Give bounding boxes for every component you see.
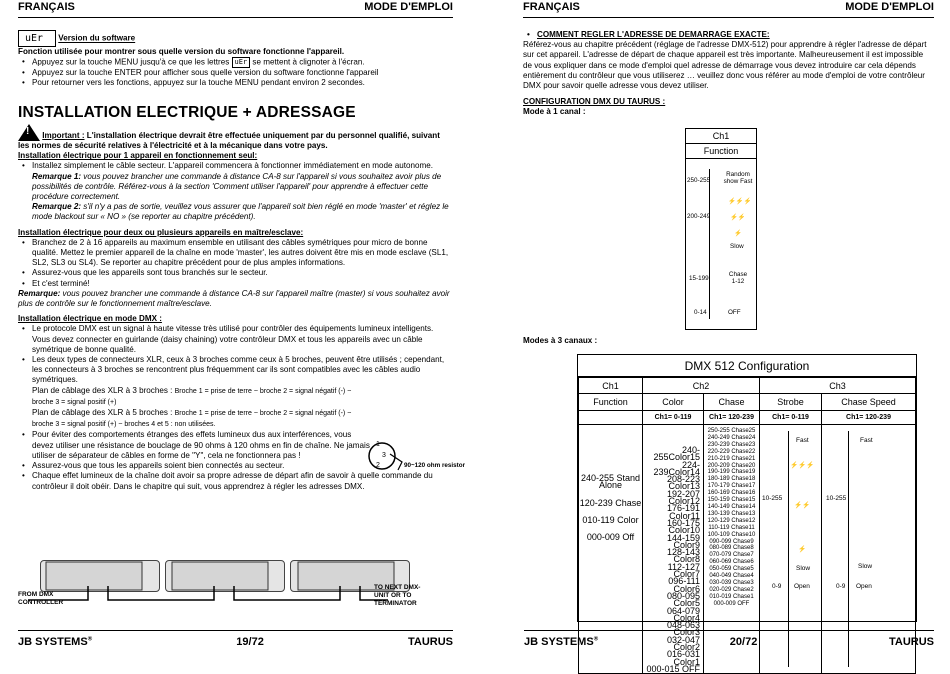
list-item: 064-079 Color4: [666, 605, 700, 623]
footer-model: TAURUS: [888, 636, 934, 648]
config-title: CONFIGURATION DMX DU TAURUS :: [523, 97, 666, 107]
subheading-dmx: Installation électrique en mode DMX :: [18, 314, 162, 324]
pin-label: 2: [376, 462, 380, 469]
range: 200-249: [687, 213, 711, 220]
range: 15-199: [689, 275, 709, 282]
xlr-connector-diagram: [368, 434, 458, 482]
subheading-single: Installation électrique pour 1 appareil en fonctionnement seul:: [18, 151, 258, 161]
version-section: [18, 30, 453, 89]
list-item: 112-127 Color7: [667, 561, 700, 580]
list-item: 144-159 Color9: [666, 532, 700, 550]
ch-header: Ch2: [643, 378, 760, 394]
dmx-config-table: DMX 512 Configuration Ch1 Ch2 Ch3 Function Color Chase Strobe Chase Speed Ch1= 0-119 Ch1= 120-239 Ch1= 0-119 Ch1= 120-239 240-255 Stand Alone 120-239 Chase 010-119 Color 000-009 Off 240-255Color15 224-239Color14 208-223 Color13 192-207 Color12 176-191 Color11 160-175 Color10 144-159 Color9 128-143 Color8 112-127 Color7 096-111 Color6 080-095 Color5 064-079 Color4 048-063 Color3 032-047 Color2 016-031 Color1 000-015 OFF 250-255 Chase25 240-249 Chase24 230-239 Chase23 220-229 Chase22 210-219 Chase21 200-209 Chase20 190-199 Chase19 180-189 Chase18 170-179 Chase17 160-169 Chase16 150-159 Chase15 140-149 Chase14 130-139 Chase13 120-129 Chase12 110-119 Chase11 100-109 Chase10 090-099 Chase9 080-089 Chase8 070-079 Chase7 060-069 Chase6 050-059 Chase5 040-049 Chase4 030-039 Chase3 020-029 Chase2 010-019 Chase1 000-009 OFF Fast ⚡⚡⚡ 10-255 ⚡⚡ ⚡ Slow 0-9 Open Fast 10-255 Slow 0-9 Open: [577, 354, 917, 622]
list-item: 210-219 Chase21: [707, 455, 756, 462]
list-item: 060-069 Chase6: [709, 559, 754, 566]
address-section: [523, 30, 934, 118]
list-item: 230-239 Chase23: [707, 441, 756, 448]
from-label: FROM DMX CONTROLLER: [18, 591, 64, 606]
resistor-label: 90~120 ohm resistor: [404, 462, 466, 469]
range: 0-14: [694, 309, 707, 316]
address-title: • COMMENT REGLER L'ADRESSE DE DEMARRAGE EXACTE:: [523, 30, 934, 40]
remark-3: vous pouvez brancher une commande à distance CA-8 sur l'appareil maître (master) si vous souhaitez avoir plus de contrôle sur le fonctionnement maître/esclave.: [18, 288, 450, 309]
ch-header: Ch1: [579, 378, 643, 394]
list-item: 000-015 OFF: [646, 663, 700, 674]
important-text: L'installation électrique devrait être effectuée uniquement par du personnel qualifié, suivant les normes de sécurité relatives à l'électricité et à la mécanique dans votre pays.: [18, 130, 440, 150]
remark-2: s'il n'y a pas de sortie, veuillez vous assurer que l'appareil soit bien réglé en mode 'master' et réglez le mode blackout sur « NO » (se reporter au chapitre précédent).: [32, 202, 449, 222]
lcd-display-icon: uEr: [18, 30, 56, 47]
list-item: 160-169 Chase16: [707, 490, 756, 497]
list-item: 130-139 Chase13: [707, 510, 756, 517]
list-item: 190-199 Chase19: [707, 469, 756, 476]
pin-label: 3: [382, 452, 386, 459]
warning-icon: [18, 124, 40, 141]
footer-brand: JB SYSTEMS®: [18, 636, 93, 648]
strobe-slow-icon: ⚡: [734, 230, 742, 237]
footer-brand: JB SYSTEMS®: [524, 636, 599, 648]
list-item: • Assurez-vous que les appareils sont tous branchés sur le secteur.: [18, 268, 453, 278]
list-item: 140-149 Chase14: [707, 503, 756, 510]
list-item: 176-191 Color11: [666, 503, 700, 521]
mode-3-label: Modes à 3 canaux :: [523, 336, 598, 345]
list-item: 192-207 Color12: [666, 488, 700, 507]
list-item: 050-059 Chase5: [709, 566, 754, 573]
mode-1-label: Mode à 1 canal :: [523, 107, 586, 117]
important-label: Important :: [42, 130, 85, 140]
list-item: 048-063 Color3: [666, 620, 700, 638]
list-item: 128-143 Color8: [666, 547, 700, 565]
list-item: • Pour éviter des comportements étranges des effets lumineux dus aux interférences, vous devez utiliser une résistance de bouclage de 90 ohms à 120 ohms en fin de chaîne. Ne jamais utiliser de séparateur de câbles en forme de "Y", cela ne fonctionnera pas !: [18, 430, 373, 461]
list-item: 240-249 Chase24: [707, 434, 756, 441]
header-title: MODE D'EMPLOI: [364, 1, 453, 13]
ch-header: Ch3: [760, 378, 916, 394]
list-item: 170-179 Chase17: [707, 483, 756, 490]
list-item: • Chaque effet lumineux de la chaîne doit avoir sa propre adresse de départ afin de savoir à quelle commande du contrôleur il doit obéir. Dans le chapitre qui suit, vous apprendrez à régler les adresses DMX.: [18, 471, 453, 491]
list-item: 032-047 Color2: [666, 634, 700, 653]
list-item: • Installez simplement le câble secteur. L'appareil commencera à fonctionner immédiatement en mode autonome.: [18, 161, 453, 171]
footer-page: 19/72: [236, 636, 264, 648]
list-item: 080-089 Chase8: [709, 545, 754, 552]
page-footer: [524, 630, 934, 648]
page-header: [18, 0, 453, 18]
list-item: • Et c'est terminé!: [18, 279, 453, 289]
lcd-inline-icon: uEr: [232, 57, 251, 68]
list-item: 080-095 Color5: [666, 590, 700, 609]
header-language: FRANÇAIS: [523, 1, 580, 13]
list-item: 160-175 Color10: [666, 517, 700, 536]
list-item: 040-049 Chase4: [709, 573, 754, 580]
list-item: 000-009 OFF: [713, 600, 750, 607]
list-item: 030-039 Chase3: [709, 579, 754, 586]
version-title: Version du software: [58, 33, 136, 43]
one-channel-table: [685, 128, 757, 330]
left-page: [0, 0, 475, 654]
list-item: • Appuyez sur la touche ENTER pour afficher sous quelle version du software fonctionne l'appareil: [18, 68, 453, 78]
list-item: 070-079 Chase7: [709, 552, 754, 559]
list-item: 110-119 Chase11: [708, 524, 755, 531]
list-item: 090-099 Chase9: [709, 538, 754, 545]
list-item: 100-109 Chase10: [707, 531, 756, 538]
list-item: • Pour retourner vers les fonctions, appuyez sur la touche MENU pendant environ 2 secondes.: [18, 78, 453, 88]
address-text: Référez-vous au chapitre précédent (réglage de l'adresse DMX-512) pour apprendre à régler l'adresse de départ sur cet appareil. L'adresse de départ de chaque appareil est très importante. Malheureusement il est impossible de vous expliquer dans ce mode d'emploi quel adresse de démarrage vous devez introduire car cela dépends entièrement du contrôleur que vous utiliserez … veuillez donc vous référer au mode d'emploi de votre contrôleur DMX pour savoir quelle adresse vous devez utiliser.: [523, 40, 927, 91]
list-item: 096-111 Color6: [668, 576, 700, 594]
ch1-title: Ch1: [686, 129, 756, 144]
list-item: 240-255Color15: [653, 445, 700, 463]
list-item: 016-031 Color1: [666, 649, 700, 667]
header-title: MODE D'EMPLOI: [845, 1, 934, 13]
to-label: TO NEXT DMX-UNIT OR TO TERMINATOR: [374, 584, 421, 607]
list-item: 150-159 Chase15: [707, 497, 756, 504]
page-footer: [18, 630, 453, 648]
list-item: 200-209 Chase20: [707, 462, 756, 469]
strobe-mid-icon: ⚡⚡: [730, 214, 746, 221]
list-item: 224-239Color14: [653, 459, 700, 477]
section-title: INSTALLATION ELECTRIQUE + ADRESSAGE: [18, 104, 356, 121]
footer-model: TAURUS: [407, 636, 453, 648]
list-item: • Appuyez sur la touche MENU jusqu'à ce que les lettres uEr se mettent à clignoter à l'écran.: [18, 57, 453, 68]
page-header: [523, 0, 934, 18]
list-item: • Les deux types de connecteurs XLR, ceux à 3 broches comme ceux à 5 broches, peuvent être utilisés ; cependant, les connecteurs à 3 broches se rencontrent plus fréquemment car ils sont compatibles avec les câbles audio symétriques.: [18, 355, 453, 386]
list-item: • Assurez-vous que tous les appareils soient bien connectés au secteur.: [18, 461, 453, 471]
list-item: 220-229 Chase22: [707, 448, 756, 455]
list-item: • Le protocole DMX est un signal à haute vitesse très utilisé pour contrôler des équipements lumineux intelligents. Vous devez connecter en guirlande (daisy chaining) votre contrôleur DMX et tous les appareils avec un câble symétrique de bonne qualité.: [18, 324, 453, 355]
version-desc: Fonction utilisée pour montrer sous quelle version du software fonctionne l'appareil.: [18, 47, 345, 56]
footer-page: 20/72: [729, 636, 758, 648]
ch1-function: Function: [686, 144, 756, 159]
pin-label: 1: [376, 441, 380, 448]
range: 250-255: [687, 177, 711, 184]
resistor-icon: [390, 454, 402, 470]
list-item: 010-019 Chase1: [709, 593, 754, 600]
subheading-master-slave: Installation électrique pour deux ou plusieurs appareils en maître/esclave:: [18, 227, 304, 237]
strobe-fast-icon: ⚡⚡⚡: [728, 198, 752, 205]
list-item: 020-029 Chase2: [709, 586, 754, 593]
header-language: FRANÇAIS: [18, 1, 75, 13]
list-item: 208-223 Color13: [666, 474, 700, 492]
list-item: 120-129 Chase12: [707, 517, 756, 524]
config-title: DMX 512 Configuration: [578, 355, 916, 377]
list-item: • Branchez de 2 à 16 appareils au maximum ensemble en utilisant des câbles symétriques pour micro de bonne qualité. Mettez le premier appareil de la chaîne en mode 'master', les autres doivent être mis en mode esclave (SL1, SL2, SL3 ou SL4). Se reporter au chapitre précédent pour de plus amples informations.: [18, 238, 453, 269]
install-section: ! Important : L'installation électrique devrait être effectuée uniquement par du personnel qualifié, suivant les normes de sécurité relatives à l'électricité et à la mécanique dans votre pays. Installation électrique pour 1 appareil en fonctionnement seul: • Installez simplement le câble secteur. L'appareil commencera à fonctionner immédiatement en mode autonome. Remarque 1: vous pouvez brancher une commande à distance CA-8 sur l'appareil si vous souhaitez avoir plus de possibilités de contrôle. Référez-vous à la section 'Comment utiliser l'appareil' pour apprendre à effectuer cette procédure correctement. Remarque 2: s'il n'y a pas de sortie, veuillez vous assurer que l'appareil soit bien réglé en mode 'master' et réglez le mode blackout sur « NO » (se reporter au chapitre précédent). Installation électrique pour deux ou plusieurs appareils en maître/esclave: • Branchez de 2 à 16 appareils au maximum ensemble en utilisant des câbles symétriques pour micro de bonne qualité. Mettez le premier appareil de la chaîne en mode 'master', les autres doivent être mis en mode esclave (SL1, SL2, SL3 ou SL4). Se reporter au chapitre précédent pour de plus amples informations. • Assurez-vous que les appareils sont tous branchés sur le secteur. • Et c'est terminé! Remarque: vous pouvez brancher une commande à distance CA-8 sur l'appareil maître (master) si vous souhaitez avoir plus de contrôle sur le fonctionnement maître/esclave. Installation électrique en mode DMX : • Le protocole DMX est un signal à haute vitesse très utilisé pour contrôler des équipements lumineux intelligents. Vous devez connecter en guirlande (daisy chaining) votre contrôleur DMX et tous les appareils avec un câble symétrique de bonne qualité. • Les deux types de connecteurs XLR, ceux à 3 broches comme ceux à 5 broches, peuvent être utilisés ; cependant, les connecteurs à 3 broches se rencontrent plus fréquemment car ils sont compatibles avec les câbles audio symétriques. Plan de câblage des XLR à 3 broches : Broche 1 = prise de terre ~ broche 2 = signal négatif (-) ~ broche 3 = signal positif (+) Plan de câblage des XLR à 5 broches : Broche 1 = prise de terre ~ broche 2 = signal négatif (-) ~ broche 3 = signal positif (+) ~ broches 4 et 5 : non utilisées. • Pour éviter des comportements étranges des effets lumineux dus aux interférences, vous devez utiliser une résistance de bouclage de 90 ohms à 120 ohms en fin de chaîne. Ne jamais utiliser de séparateur de câbles en forme de "Y", cela ne fonctionnera pas ! • Assurez-vous que tous les appareils soient bien connectés au secteur. • Chaque effet lumineux de la chaîne doit avoir sa propre adresse de départ afin de savoir à quelle commande du contrôleur il doit obéir. Dans le chapitre qui suit, vous apprendrez à régler les adresses DMX.: [18, 124, 453, 492]
list-item: 180-189 Chase18: [707, 476, 756, 483]
remark-1: vous pouvez brancher une commande à distance CA-8 sur l'appareil si vous souhaitez avoir plus de possibilités de contrôle. Référez-vous à la section 'Comment utiliser l'appareil' pour apprendre à effectuer cette procédure correctement.: [32, 171, 442, 202]
ch1-body: 250-255 200-249 15-199 0-14 Random show Fast ⚡⚡⚡ ⚡⚡ ⚡ Slow Chase 1-12 OFF: [686, 159, 756, 329]
list-item: 250-255 Chase25: [707, 428, 756, 434]
